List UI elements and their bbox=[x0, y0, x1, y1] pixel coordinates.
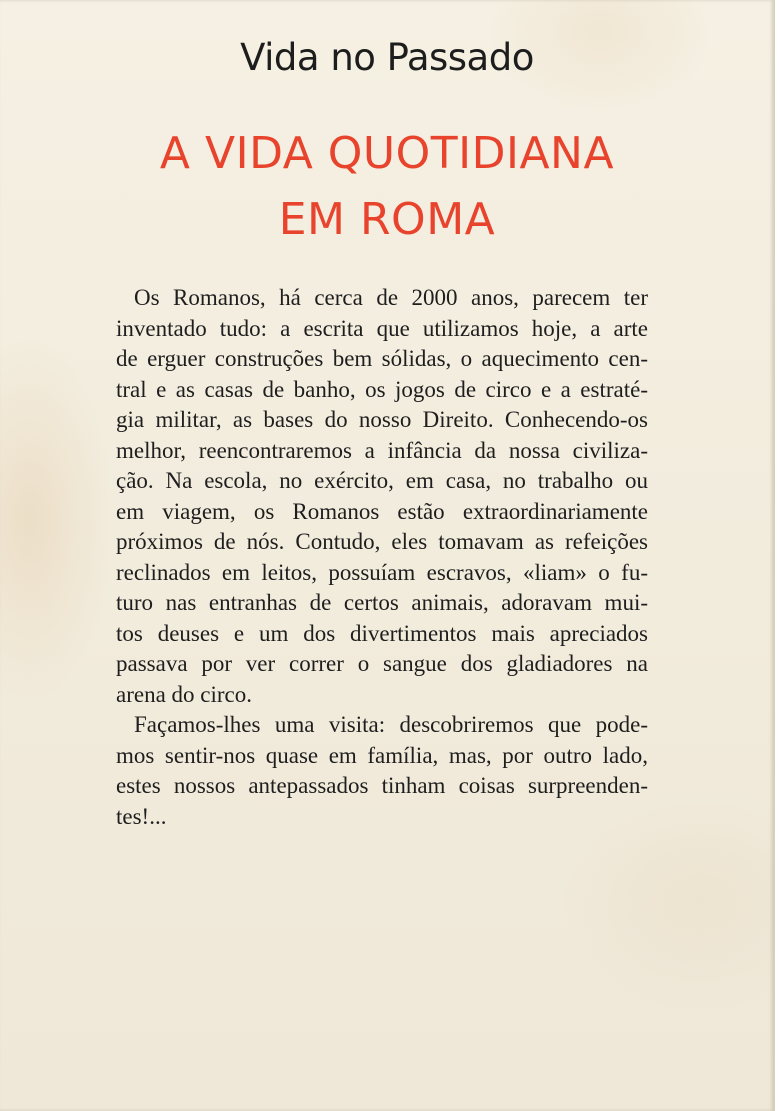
blurb-line: melhor, reencontraremos a infância da nossa civiliza- bbox=[116, 437, 648, 463]
blurb-line: em viagem, os Romanos estão extraordinariamente bbox=[116, 498, 648, 524]
blurb-line: tos deuses e um dos divertimentos mais apreciados bbox=[116, 620, 648, 646]
blurb-line: de erguer construções bem sólidas, o aquecimento cen- bbox=[116, 346, 648, 371]
blurb-paragraph-2 bbox=[116, 710, 648, 832]
book-title bbox=[0, 122, 774, 252]
blurb-line: próximos de nós. Contudo, eles tomavam as refeições bbox=[116, 529, 648, 554]
blurb-line: tral e as casas de banho, os jogos de circo e a estraté- bbox=[116, 376, 648, 402]
blurb-line: mos sentir-nos quase em família, mas, por outro lado, bbox=[116, 742, 648, 768]
blurb-line: tes!... bbox=[116, 803, 167, 829]
blurb-line: reclinados em leitos, possuíam escravos, «liam» o fu- bbox=[116, 559, 648, 585]
blurb-line: arena do circo. bbox=[116, 681, 253, 707]
blurb-text bbox=[116, 283, 648, 832]
series-title: Vida no Passado bbox=[240, 36, 534, 79]
blurb-line: inventado tudo: a escrita que utilizamos hoje, a arte bbox=[116, 315, 648, 341]
blurb-line: Os Romanos, há cerca de 2000 anos, parecem ter bbox=[134, 285, 648, 310]
book-title-line-2: EM ROMA bbox=[278, 194, 496, 245]
blurb-paragraph-1 bbox=[116, 283, 648, 710]
blurb-line: Façamos-lhes uma visita: descobriremos que pode- bbox=[134, 712, 648, 737]
blurb-line: turo nas entranhas de certos animais, adoravam mui- bbox=[116, 590, 648, 615]
book-title-line-1: A VIDA QUOTIDIANA bbox=[159, 128, 615, 179]
blurb-line: estes nossos antepassados tinham coisas surpreenden- bbox=[116, 773, 648, 798]
blurb-line: passava por ver correr o sangue dos gladiadores na bbox=[116, 651, 648, 676]
blurb-line: ção. Na escola, no exército, em casa, no trabalho ou bbox=[116, 468, 648, 493]
blurb-line: gia militar, as bases do nosso Direito. Conhecendo-os bbox=[116, 407, 648, 432]
